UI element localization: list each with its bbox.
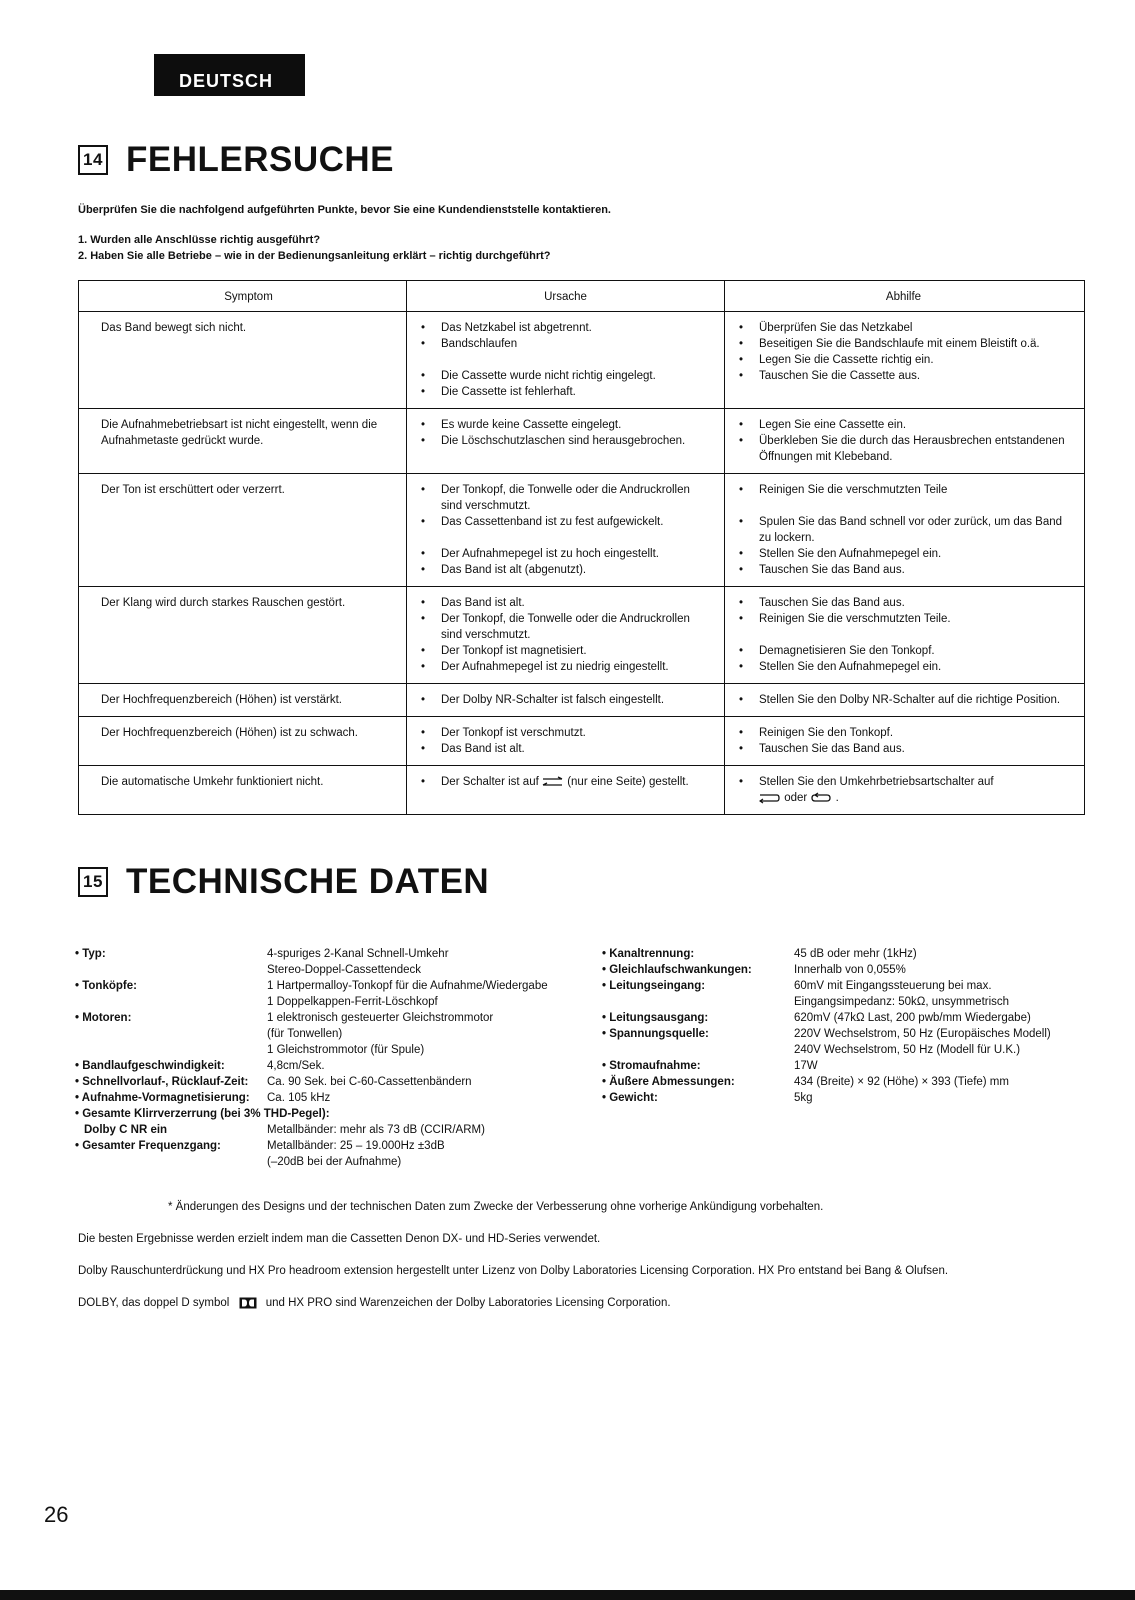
list-item: • Stellen Sie den Dolby NR-Schalter auf die richtige Position.: [735, 692, 1072, 708]
list-item: • Das Band ist alt.: [417, 741, 714, 757]
list-item: • Die Cassette ist fehlerhaft.: [417, 384, 714, 400]
symptom-cell: Der Hochfrequenzbereich (Höhen) ist verstärkt.: [79, 684, 407, 716]
spec-label: • Spannungsquelle:: [602, 1028, 709, 1040]
spec-label: • Kanaltrennung:: [602, 948, 695, 960]
remedy-text: .: [835, 792, 839, 804]
list-item: • Tauschen Sie das Band aus.: [735, 741, 1072, 757]
spec-value: 434 (Breite) × 92 (Höhe) × 393 (Tiefe) mm: [794, 1076, 1009, 1088]
spec-label: • Aufnahme-Vormagnetisierung:: [75, 1092, 250, 1104]
remedy-cell: [725, 587, 1084, 683]
list-item: • Beseitigen Sie die Bandschlaufe mit einem Bleistift o.ä.: [735, 336, 1072, 352]
spec-label: • Äußere Abmessungen:: [602, 1076, 735, 1088]
spec-label: • Leitungseingang:: [602, 980, 706, 992]
list-item: • Das Band ist alt (abgenutzt).: [417, 562, 714, 578]
table-row: [79, 408, 1084, 473]
list-item: • Legen Sie die Cassette richtig ein.: [735, 352, 1072, 368]
table-row: [79, 586, 1084, 683]
list-item: • Überkleben Sie die durch das Herausbrechen entstandenen Öffnungen mit Klebeband.: [735, 433, 1072, 465]
list-item: • Der Tonkopf ist magnetisiert.: [417, 643, 714, 659]
spec-value: (–20dB bei der Aufnahme): [267, 1156, 402, 1168]
cause-cell: [407, 474, 725, 586]
spec-row: [75, 1106, 548, 1122]
remedy-cell: [725, 717, 1084, 765]
cause-cell: [407, 684, 725, 716]
language-badge: DEUTSCH: [154, 54, 305, 96]
spec-label: • Gesamte Klirrverzerrung (bei 3% THD-Pegel):: [75, 1108, 330, 1120]
symptom-cell: Die Aufnahmebetriebsart ist nicht eingestellt, wenn die Aufnahmetaste gedrückt wurde.: [79, 409, 407, 473]
spec-row: [75, 1122, 548, 1138]
list-item: • Überprüfen Sie das Netzkabel: [735, 320, 1072, 336]
troubleshooting-table: [78, 280, 1085, 815]
spec-value: 4,8cm/Sek.: [267, 1060, 325, 1072]
spec-row: [75, 946, 548, 978]
list-item: [417, 774, 714, 790]
spec-value: 220V Wechselstrom, 50 Hz (Europäisches Modell): [794, 1028, 1051, 1040]
spec-label: • Gesamter Frequenzgang:: [75, 1140, 221, 1152]
list-item: • Tauschen Sie das Band aus.: [735, 562, 1072, 578]
list-item: • Das Cassettenband ist zu fest aufgewickelt.: [417, 514, 714, 530]
design-change-note: * Änderungen des Designs und der technischen Daten zum Zwecke der Verbesserung ohne vorherige Ankündigung vorbehalten.: [168, 1201, 824, 1213]
spec-label: • Stromaufnahme:: [602, 1060, 701, 1072]
list-item: • Reinigen Sie die verschmutzten Teile: [735, 482, 1072, 498]
section-title: TECHNISCHE DATEN: [126, 862, 490, 901]
remedy-text: oder: [784, 792, 808, 804]
trademark-text: und HX PRO sind Warenzeichen der Dolby Laboratories Licensing Corporation.: [265, 1297, 671, 1310]
cause-cell: [407, 717, 725, 765]
list-item: • Es wurde keine Cassette eingelegt.: [417, 417, 714, 433]
spec-label: • Motoren:: [75, 1012, 132, 1024]
checklist-item-1: 1. Wurden alle Anschlüsse richtig ausgeführt?: [78, 234, 321, 246]
remedy-cell: [725, 409, 1084, 473]
spec-row: [602, 946, 1051, 962]
dolby-double-d-icon: [239, 1297, 257, 1309]
spec-value: 1 Doppelkappen-Ferrit-Löschkopf: [267, 996, 438, 1008]
table-row: [79, 311, 1084, 408]
list-item: • Tauschen Sie die Cassette aus.: [735, 368, 1072, 384]
symptom-cell: Der Hochfrequenzbereich (Höhen) ist zu schwach.: [79, 717, 407, 765]
section-15-heading: [78, 862, 489, 902]
symptom-cell: Der Klang wird durch starkes Rauschen gestört.: [79, 587, 407, 683]
table-header-row: [79, 281, 1084, 311]
spec-value: 45 dB oder mehr (1kHz): [794, 948, 917, 960]
one-side-mode-icon: [542, 776, 564, 788]
spec-label: • Gewicht:: [602, 1092, 658, 1104]
spec-value: 60mV mit Eingangssteuerung bei max.: [794, 980, 992, 992]
spec-row: [602, 978, 1051, 1010]
spec-value: 4-spuriges 2-Kanal Schnell-Umkehr: [267, 948, 449, 960]
spec-value: Eingangsimpedanz: 50kΩ, unsymmetrisch: [794, 996, 1010, 1008]
spec-value: Innerhalb von 0,055%: [794, 964, 906, 976]
column-header: Abhilfe: [885, 291, 922, 303]
page-number: 26: [44, 1502, 69, 1527]
spec-value: 240V Wechselstrom, 50 Hz (Modell für U.K.): [794, 1044, 1021, 1056]
spec-value: 620mV (47kΩ Last, 200 pwb/mm Wiedergabe): [794, 1012, 1031, 1024]
list-item: • Stellen Sie den Aufnahmepegel ein.: [735, 546, 1072, 562]
spec-row: [75, 1138, 548, 1170]
specs-right-column: [602, 946, 1051, 1106]
spec-label: • Bandlaufgeschwindigkeit:: [75, 1060, 225, 1072]
remedy-cell: [725, 474, 1084, 586]
specs-left-column: [75, 946, 548, 1170]
table-row: [79, 473, 1084, 586]
cause-cell: [407, 766, 725, 814]
remedy-cell: [725, 684, 1084, 716]
spec-row: [602, 1090, 1051, 1106]
spec-row: [602, 1058, 1051, 1074]
continuous-reverse-icon: [810, 792, 832, 804]
list-item: • Stellen Sie den Aufnahmepegel ein.: [735, 659, 1072, 675]
spec-value: Metallbänder: 25 – 19.000Hz ±3dB: [267, 1140, 445, 1152]
list-item: • Bandschlaufen: [417, 336, 714, 352]
spec-label: • Schnellvorlauf-, Rücklauf-Zeit:: [75, 1076, 249, 1088]
column-header: Symptom: [79, 281, 407, 311]
remedy-cell: [725, 312, 1084, 408]
spec-value: (für Tonwellen): [267, 1028, 343, 1040]
spec-row: [602, 1026, 1051, 1058]
spec-row: [75, 978, 548, 1010]
spec-value: Metallbänder: mehr als 73 dB (CCIR/ARM): [267, 1124, 485, 1136]
spec-row: [75, 1058, 548, 1074]
spec-value: Ca. 90 Sek. bei C-60-Cassettenbändern: [267, 1076, 472, 1088]
cause-text: (nur eine Seite) gestellt.: [567, 776, 689, 788]
spec-row: [75, 1090, 548, 1106]
dolby-license-note: Dolby Rauschunterdrückung und HX Pro headroom extension hergestellt unter Lizenz von Dolby Laboratories Licensing Corporation. HX Pro entstand bei Bang & Olufsen.: [78, 1265, 949, 1277]
list-item: • Spulen Sie das Band schnell vor oder zurück, um das Band zu lockern.: [735, 514, 1072, 546]
section-number-box: 15: [78, 867, 108, 897]
best-results-note: Die besten Ergebnisse werden erzielt indem man die Cassetten Denon DX- und HD-Series verwendet.: [78, 1233, 601, 1245]
spec-value: 1 elektronisch gesteuerter Gleichstrommotor: [267, 1012, 494, 1024]
reverse-mode-icon: [759, 792, 781, 804]
table-row: [79, 716, 1084, 765]
cause-cell: [407, 409, 725, 473]
spec-value: Ca. 105 kHz: [267, 1092, 331, 1104]
list-item: • Der Dolby NR-Schalter ist falsch eingestellt.: [417, 692, 714, 708]
list-item: • Tauschen Sie das Band aus.: [735, 595, 1072, 611]
list-item: • Die Cassette wurde nicht richtig eingelegt.: [417, 368, 714, 384]
list-item: • Das Netzkabel ist abgetrennt.: [417, 320, 714, 336]
symptom-cell: Das Band bewegt sich nicht.: [79, 312, 407, 408]
spec-label: • Leitungsausgang:: [602, 1012, 709, 1024]
spec-label: Dolby C NR ein: [84, 1124, 168, 1136]
spec-value: 5kg: [794, 1092, 813, 1104]
list-item: • Der Tonkopf ist verschmutzt.: [417, 725, 714, 741]
column-header: Ursache: [407, 281, 725, 311]
list-item: • Demagnetisieren Sie den Tonkopf.: [735, 643, 1072, 659]
list-item: • Der Tonkopf, die Tonwelle oder die Andruckrollen sind verschmutzt.: [417, 482, 714, 514]
bottom-edge-bar: [0, 1590, 1135, 1600]
spec-row: [602, 1010, 1051, 1026]
trademark-note: [78, 1297, 671, 1309]
spec-value: 17W: [794, 1060, 818, 1072]
list-item: • Reinigen Sie die verschmutzten Teile.: [735, 611, 1072, 627]
cause-text: Der Schalter ist auf: [441, 776, 539, 788]
table-row: [79, 765, 1084, 814]
list-item: • Der Aufnahmepegel ist zu hoch eingestellt.: [417, 546, 714, 562]
section-14-heading: [78, 140, 394, 180]
spec-row: [75, 1010, 548, 1058]
spec-label: • Typ:: [75, 948, 106, 960]
list-item: • Der Aufnahmepegel ist zu niedrig eingestellt.: [417, 659, 714, 675]
spec-row: [75, 1074, 548, 1090]
spec-label: • Tonköpfe:: [75, 980, 137, 992]
spec-label: • Gleichlaufschwankungen:: [602, 964, 752, 976]
list-item: • Die Löschschutzlaschen sind herausgebrochen.: [417, 433, 714, 449]
spec-value: 1 Gleichstrommotor (für Spule): [267, 1044, 425, 1056]
symptom-cell: Die automatische Umkehr funktioniert nicht.: [79, 766, 407, 814]
intro-text: Überprüfen Sie die nachfolgend aufgeführten Punkte, bevor Sie eine Kundendienststelle kontaktieren.: [78, 204, 611, 216]
list-item: • Das Band ist alt.: [417, 595, 714, 611]
list-item: [735, 774, 1072, 806]
spec-value: 1 Hartpermalloy-Tonkopf für die Aufnahme/Wiedergabe: [267, 980, 548, 992]
cause-cell: [407, 312, 725, 408]
section-number-box: 14: [78, 145, 108, 175]
trademark-text: DOLBY, das doppel D symbol: [78, 1297, 230, 1310]
spec-row: [602, 962, 1051, 978]
list-item: • Reinigen Sie den Tonkopf.: [735, 725, 1072, 741]
remedy-text: Stellen Sie den Umkehrbetriebsartschalter auf: [759, 776, 994, 788]
table-row: [79, 683, 1084, 716]
symptom-cell: Der Ton ist erschüttert oder verzerrt.: [79, 474, 407, 586]
list-item: • Der Tonkopf, die Tonwelle oder die Andruckrollen sind verschmutzt.: [417, 611, 714, 643]
section-title: FEHLERSUCHE: [126, 140, 395, 179]
spec-row: [602, 1074, 1051, 1090]
list-item: • Legen Sie eine Cassette ein.: [735, 417, 1072, 433]
cause-cell: [407, 587, 725, 683]
spec-value: Stereo-Doppel-Cassettendeck: [267, 964, 422, 976]
checklist-item-2: 2. Haben Sie alle Betriebe – wie in der Bedienungsanleitung erklärt – richtig durchgeführt?: [78, 250, 551, 262]
remedy-cell: [725, 766, 1084, 814]
